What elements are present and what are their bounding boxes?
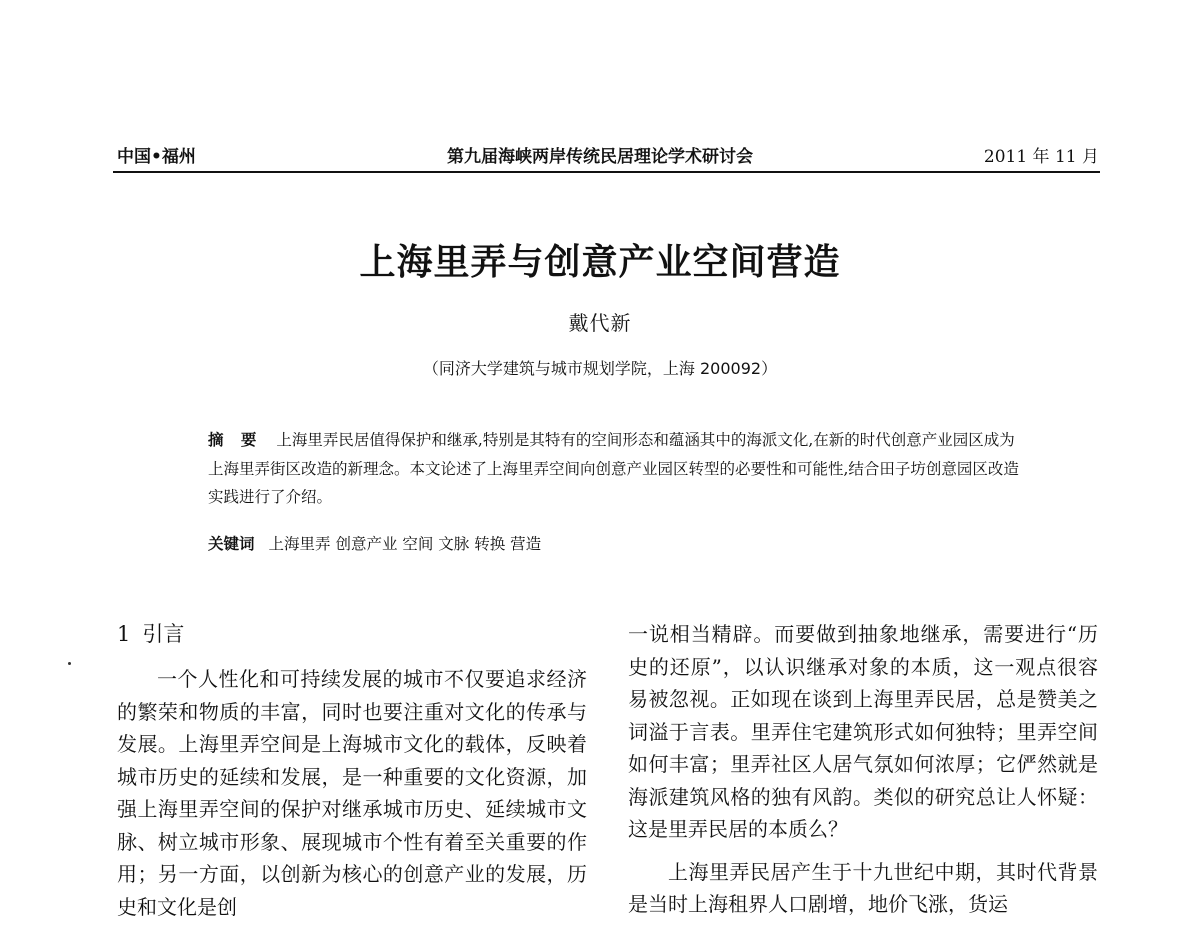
header-rule bbox=[113, 171, 1100, 173]
keywords-text: 上海里弄 创意产业 空间 文脉 转换 营造 bbox=[268, 535, 542, 553]
body-paragraph: 上海里弄民居产生于十九世纪中期，其时代背景是当时上海租界人口剧增，地价飞涨，货运 bbox=[628, 859, 1098, 916]
author-name: 戴代新 bbox=[568, 311, 632, 335]
body-column-left bbox=[117, 663, 587, 923]
running-header-date: 2011 年 11 月 bbox=[983, 147, 1099, 167]
body-column-right bbox=[628, 618, 1098, 921]
section-number: 1 bbox=[117, 622, 131, 646]
keywords-label: 关键词 bbox=[208, 534, 255, 553]
abstract bbox=[208, 426, 1028, 512]
author-affiliation: （同济大学建筑与城市规划学院，上海 200092） bbox=[422, 359, 778, 378]
keywords bbox=[208, 531, 1028, 557]
body-paragraph: 一说相当精辟。而要做到抽象地继承，需要进行“历史的还原”，以认识继承对象的本质，这一观点很容易被忽视。正如现在谈到上海里弄民居，总是赞美之词溢于言表。里弄住宅建筑形式如何独特；里弄空间如何丰富；里弄社区人居气氛如何浓厚；它俨然就是海派建筑风格的独有风韵。类似的研究总让人怀疑：这是里弄民居的本质么？ bbox=[628, 622, 1098, 841]
margin-speck bbox=[68, 662, 71, 665]
section-heading bbox=[117, 620, 184, 648]
running-header-conference: 第九届海峡两岸传统民居理论学术研讨会 bbox=[447, 147, 753, 167]
paper-title: 上海里弄与创意产业空间营造 bbox=[359, 242, 841, 283]
abstract-text: 上海里弄民居值得保护和继承,特别是其特有的空间形态和蕴涵其中的海派文化,在新的时代创意产业园区成为上海里弄街区改造的新理念。本文论述了上海里弄空间向创意产业园区转型的必要性和可能性,结合田子坊创意园区改造实践进行了介绍。 bbox=[208, 431, 1019, 506]
section-title: 引言 bbox=[142, 622, 185, 646]
abstract-label: 摘 要 bbox=[208, 430, 263, 449]
running-header-location: 中国•福州 bbox=[117, 147, 196, 167]
body-paragraph: 一个人性化和可持续发展的城市不仅要追求经济的繁荣和物质的丰富，同时也要注重对文化的传承与发展。上海里弄空间是上海城市文化的载体，反映着城市历史的延续和发展，是一种重要的文化资源，加强上海里弄空间的保护对继承城市历史、延续城市文脉、树立城市形象、展现城市个性有着至关重要的作用；另一方面，以创新为核心的创意产业的发展，历史和文化是创 bbox=[117, 667, 587, 919]
